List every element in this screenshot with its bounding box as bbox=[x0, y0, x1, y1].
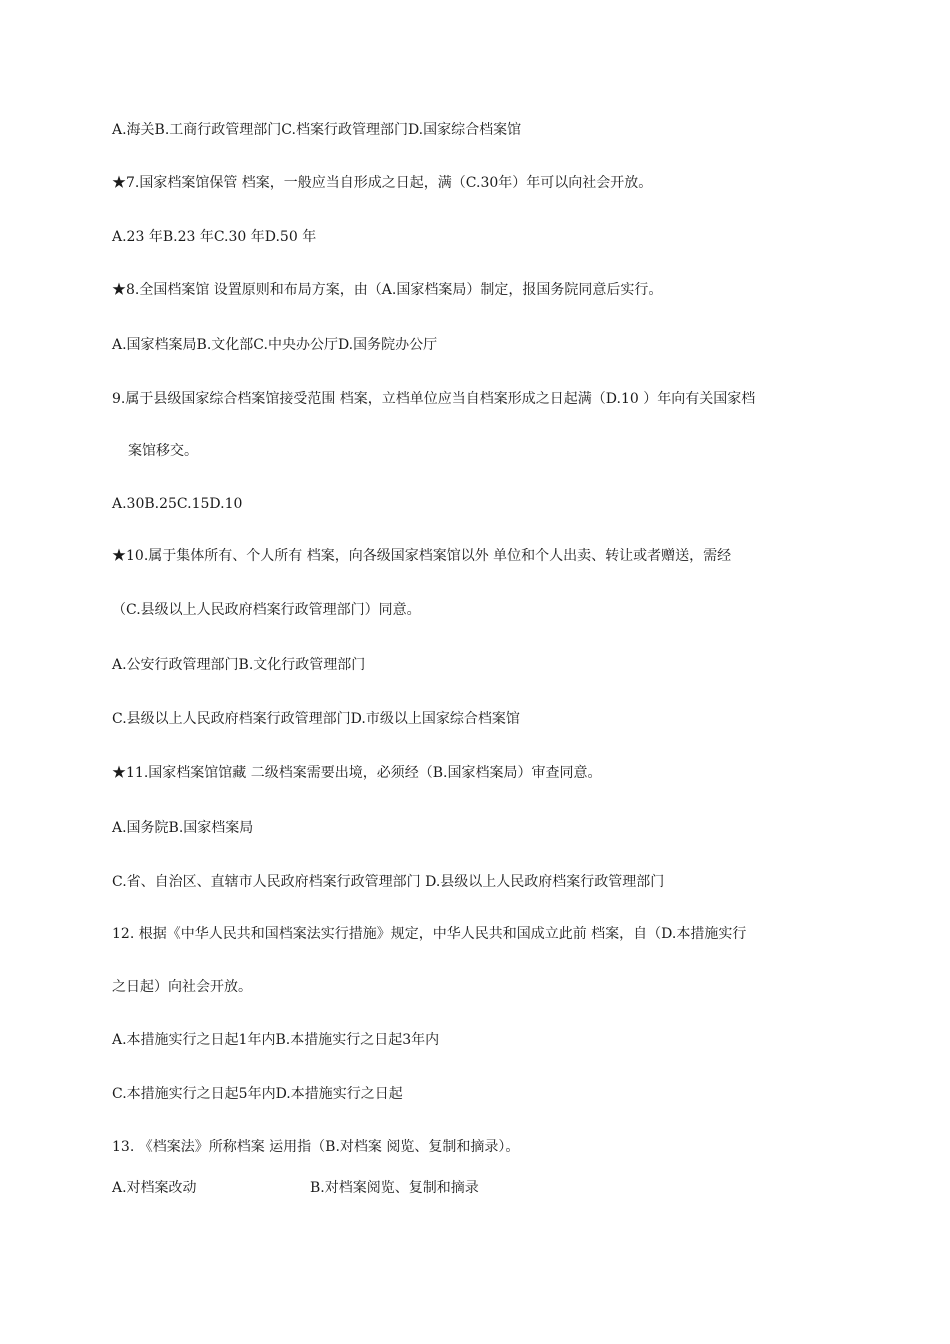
q10-question-cont: （C.县级以上人民政府档案行政管理部门）同意。 bbox=[112, 602, 421, 618]
q11-options-cd: C.省、自治区、直辖市人民政府档案行政管理部门 D.县级以上人民政府档案行政管理部门 bbox=[112, 874, 665, 890]
q10-options-ab: A.公安行政管理部门B.文化行政管理部门 bbox=[112, 657, 366, 673]
q13-option-a: A.对档案改动 bbox=[112, 1180, 197, 1196]
q10-options-cd: C.县级以上人民政府档案行政管理部门D.市级以上国家综合档案馆 bbox=[112, 711, 520, 727]
q9-options: A.30B.25C.15D.10 bbox=[112, 496, 243, 512]
q13-options bbox=[112, 1178, 712, 1198]
q8-options: A.国家档案局B.文化部C.中央办公厅D.国务院办公厅 bbox=[112, 337, 438, 353]
q12-question: 12. 根据《中华人民共和国档案法实行措施》规定，中华人民共和国成立此前 档案，自（D.本措施实行 bbox=[112, 926, 747, 942]
q12-options-cd: C.本措施实行之日起5年内D.本措施实行之日起 bbox=[112, 1086, 403, 1102]
q10-question: ★10.属于集体所有、个人所有 档案，向各级国家档案馆以外 单位和个人出卖、转让或者赠送，需经 bbox=[112, 548, 732, 564]
q12-options-ab: A.本措施实行之日起1年内B.本措施实行之日起3年内 bbox=[112, 1032, 440, 1048]
q9-question-cont: 案馆移交。 bbox=[128, 443, 198, 459]
q7-options: A.23 年B.23 年C.30 年D.50 年 bbox=[112, 229, 317, 245]
q12-question-cont: 之日起）向社会开放。 bbox=[112, 979, 252, 995]
q11-question: ★11.国家档案馆馆藏 二级档案需要出境，必须经（B.国家档案局）审查同意。 bbox=[112, 765, 602, 781]
q13-option-b: B.对档案阅览、复制和摘录 bbox=[310, 1180, 479, 1196]
q6-options: A.海关B.工商行政管理部门C.档案行政管理部门D.国家综合档案馆 bbox=[112, 122, 522, 138]
q13-question: 13. 《档案法》所称档案 运用指（B.对档案 阅览、复制和摘录）。 bbox=[112, 1139, 520, 1155]
q7-question: ★7.国家档案馆保管 档案，一般应当自形成之日起，满（C.30年）年可以向社会开放。 bbox=[112, 175, 653, 191]
q11-options-ab: A.国务院B.国家档案局 bbox=[112, 820, 254, 836]
q9-question: 9.属于县级国家综合档案馆接受范围 档案，立档单位应当自档案形成之日起满（D.10 ）年向有关国家档 bbox=[112, 391, 756, 407]
q8-question: ★8.全国档案馆 设置原则和布局方案，由（A.国家档案局）制定，报国务院同意后实行。 bbox=[112, 282, 663, 298]
